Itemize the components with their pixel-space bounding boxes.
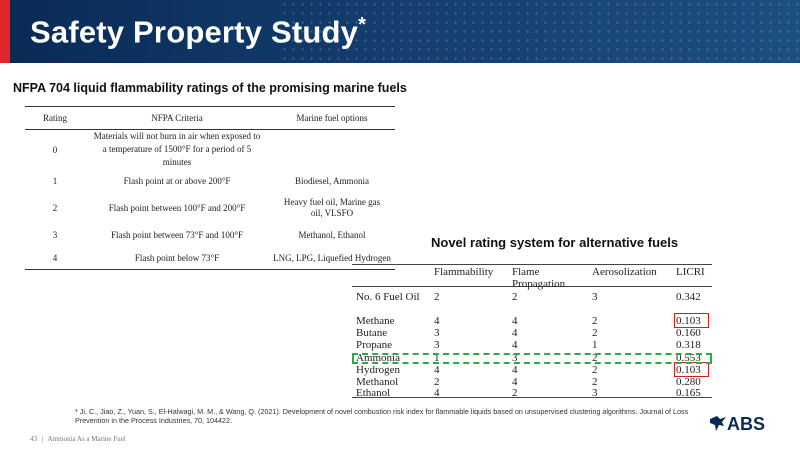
licri-flammability: 2 <box>434 291 440 303</box>
licri-fuel: Hydrogen <box>356 364 400 376</box>
logo-text: ABS <box>727 414 766 434</box>
licri-value: 0.318 <box>676 339 701 351</box>
footer-separator: | <box>41 435 44 443</box>
licri-col-aerosolization: Aerosolization <box>592 266 657 278</box>
slide-title: Safety Property Study* <box>30 14 367 50</box>
nfpa-ratings-table <box>25 106 395 270</box>
highlight-box-hydrogen <box>674 362 709 377</box>
nfpa-options: LNG, LPG, Liquefied Hydrogen <box>269 247 395 269</box>
licri-flame: 3 <box>512 352 518 364</box>
licri-value: 0.103 <box>676 315 701 327</box>
licri-flammability: 4 <box>434 387 440 399</box>
nfpa-table-caption: NFPA 704 liquid flammability ratings of the promising marine fuels <box>13 81 407 95</box>
licri-aero: 3 <box>592 291 598 303</box>
nfpa-criteria: Flash point between 73°F and 100°F <box>111 230 243 240</box>
licri-value: 0.553 <box>676 352 701 364</box>
nfpa-row <box>25 169 395 193</box>
slide-header <box>0 0 800 63</box>
slide-footer <box>30 435 126 443</box>
licri-aero: 2 <box>592 352 598 364</box>
nfpa-header-row <box>25 107 395 130</box>
title-asterisk: * <box>358 14 367 36</box>
licri-fuel: Propane <box>356 339 393 351</box>
nfpa-col-options: Marine fuel options <box>269 107 395 130</box>
licri-col-flammability: Flammability <box>434 266 494 278</box>
licri-fuel: Butane <box>356 327 388 339</box>
licri-aero: 2 <box>592 376 598 388</box>
licri-flammability: 2 <box>434 376 440 388</box>
licri-col-licri: LICRI <box>676 266 705 278</box>
licri-fuel: No. 6 Fuel Oil <box>356 291 420 303</box>
nfpa-options <box>269 130 395 170</box>
licri-table <box>352 260 712 400</box>
licri-top-rule <box>352 264 712 265</box>
licri-value: 0.165 <box>676 387 701 399</box>
nfpa-row <box>25 130 395 170</box>
licri-flame: 4 <box>512 376 518 388</box>
nfpa-col-rating: Rating <box>25 107 85 130</box>
licri-flame: 4 <box>512 327 518 339</box>
licri-flame: 2 <box>512 387 518 399</box>
licri-flammability: 4 <box>434 315 440 327</box>
nfpa-rating: 1 <box>52 176 58 186</box>
licri-value: 0.342 <box>676 291 701 303</box>
footer-text: Ammonia As a Marine Fuel <box>47 435 126 443</box>
nfpa-row <box>25 193 395 223</box>
licri-value: 0.160 <box>676 327 701 339</box>
licri-fuel: Ammonia <box>356 352 400 364</box>
nfpa-rating: 2 <box>52 203 58 213</box>
licri-aero: 2 <box>592 327 598 339</box>
eagle-icon <box>708 413 728 435</box>
nfpa-criteria: Flash point at or above 200°F <box>123 176 231 186</box>
licri-flammability: 3 <box>434 327 440 339</box>
nfpa-criteria: Flash point below 73°F <box>85 247 269 269</box>
header-accent-bar <box>0 0 10 63</box>
nfpa-row <box>25 223 395 247</box>
nfpa-options: Heavy fuel oil, Marine gas oil, VLSFO <box>283 197 381 218</box>
licri-flame: 4 <box>512 315 518 327</box>
licri-flame: 4 <box>512 339 518 351</box>
nfpa-criteria: Flash point between 100°F and 200°F <box>108 203 246 213</box>
licri-aero: 1 <box>592 339 598 351</box>
nfpa-rating: 4 <box>25 247 85 269</box>
nfpa-options: Methanol, Ethanol <box>298 230 366 240</box>
licri-flammability: 1 <box>434 352 440 364</box>
licri-aero: 2 <box>592 364 598 376</box>
nfpa-row <box>25 247 395 269</box>
highlight-box-methane <box>674 313 709 328</box>
page-number: 43 <box>30 435 37 443</box>
highlight-dashed-ammonia <box>352 353 712 364</box>
licri-aero: 2 <box>592 315 598 327</box>
licri-fuel: Ethanol <box>356 387 391 399</box>
licri-flammability: 4 <box>434 364 440 376</box>
abs-logo <box>708 412 768 436</box>
licri-fuel: Methanol <box>356 376 399 388</box>
licri-flammability: 3 <box>434 339 440 351</box>
licri-col-flame: Flame Propagation <box>512 266 566 290</box>
nfpa-criteria: Materials will not burn in air when exposed to a temperature of 1500°F for a period of 5 minutes <box>93 131 261 167</box>
licri-flame: 2 <box>512 291 518 303</box>
licri-value: 0.280 <box>676 376 701 388</box>
nfpa-options: Biodiesel, Ammonia <box>295 176 369 186</box>
licri-fuel: Methane <box>356 315 395 327</box>
licri-flame: 4 <box>512 364 518 376</box>
licri-table-caption: Novel rating system for alternative fuels <box>431 235 679 250</box>
licri-bottom-rule <box>352 397 712 398</box>
nfpa-rating: 3 <box>52 230 58 240</box>
citation-footnote: * Ji, C., Jiao, Z., Yuan, S., El-Halwagi, M. M., & Wang, Q. (2021). Development of novel combustion risk index for flammable liquids based on unsupervised clustering algorithms. Journal of Loss Prevention in the Process Industries, 70, 104422. <box>75 407 689 425</box>
licri-aero: 3 <box>592 387 598 399</box>
nfpa-col-criteria: NFPA Criteria <box>85 107 269 130</box>
nfpa-rating: 0 <box>52 144 58 155</box>
licri-value: 0.103 <box>676 364 701 376</box>
